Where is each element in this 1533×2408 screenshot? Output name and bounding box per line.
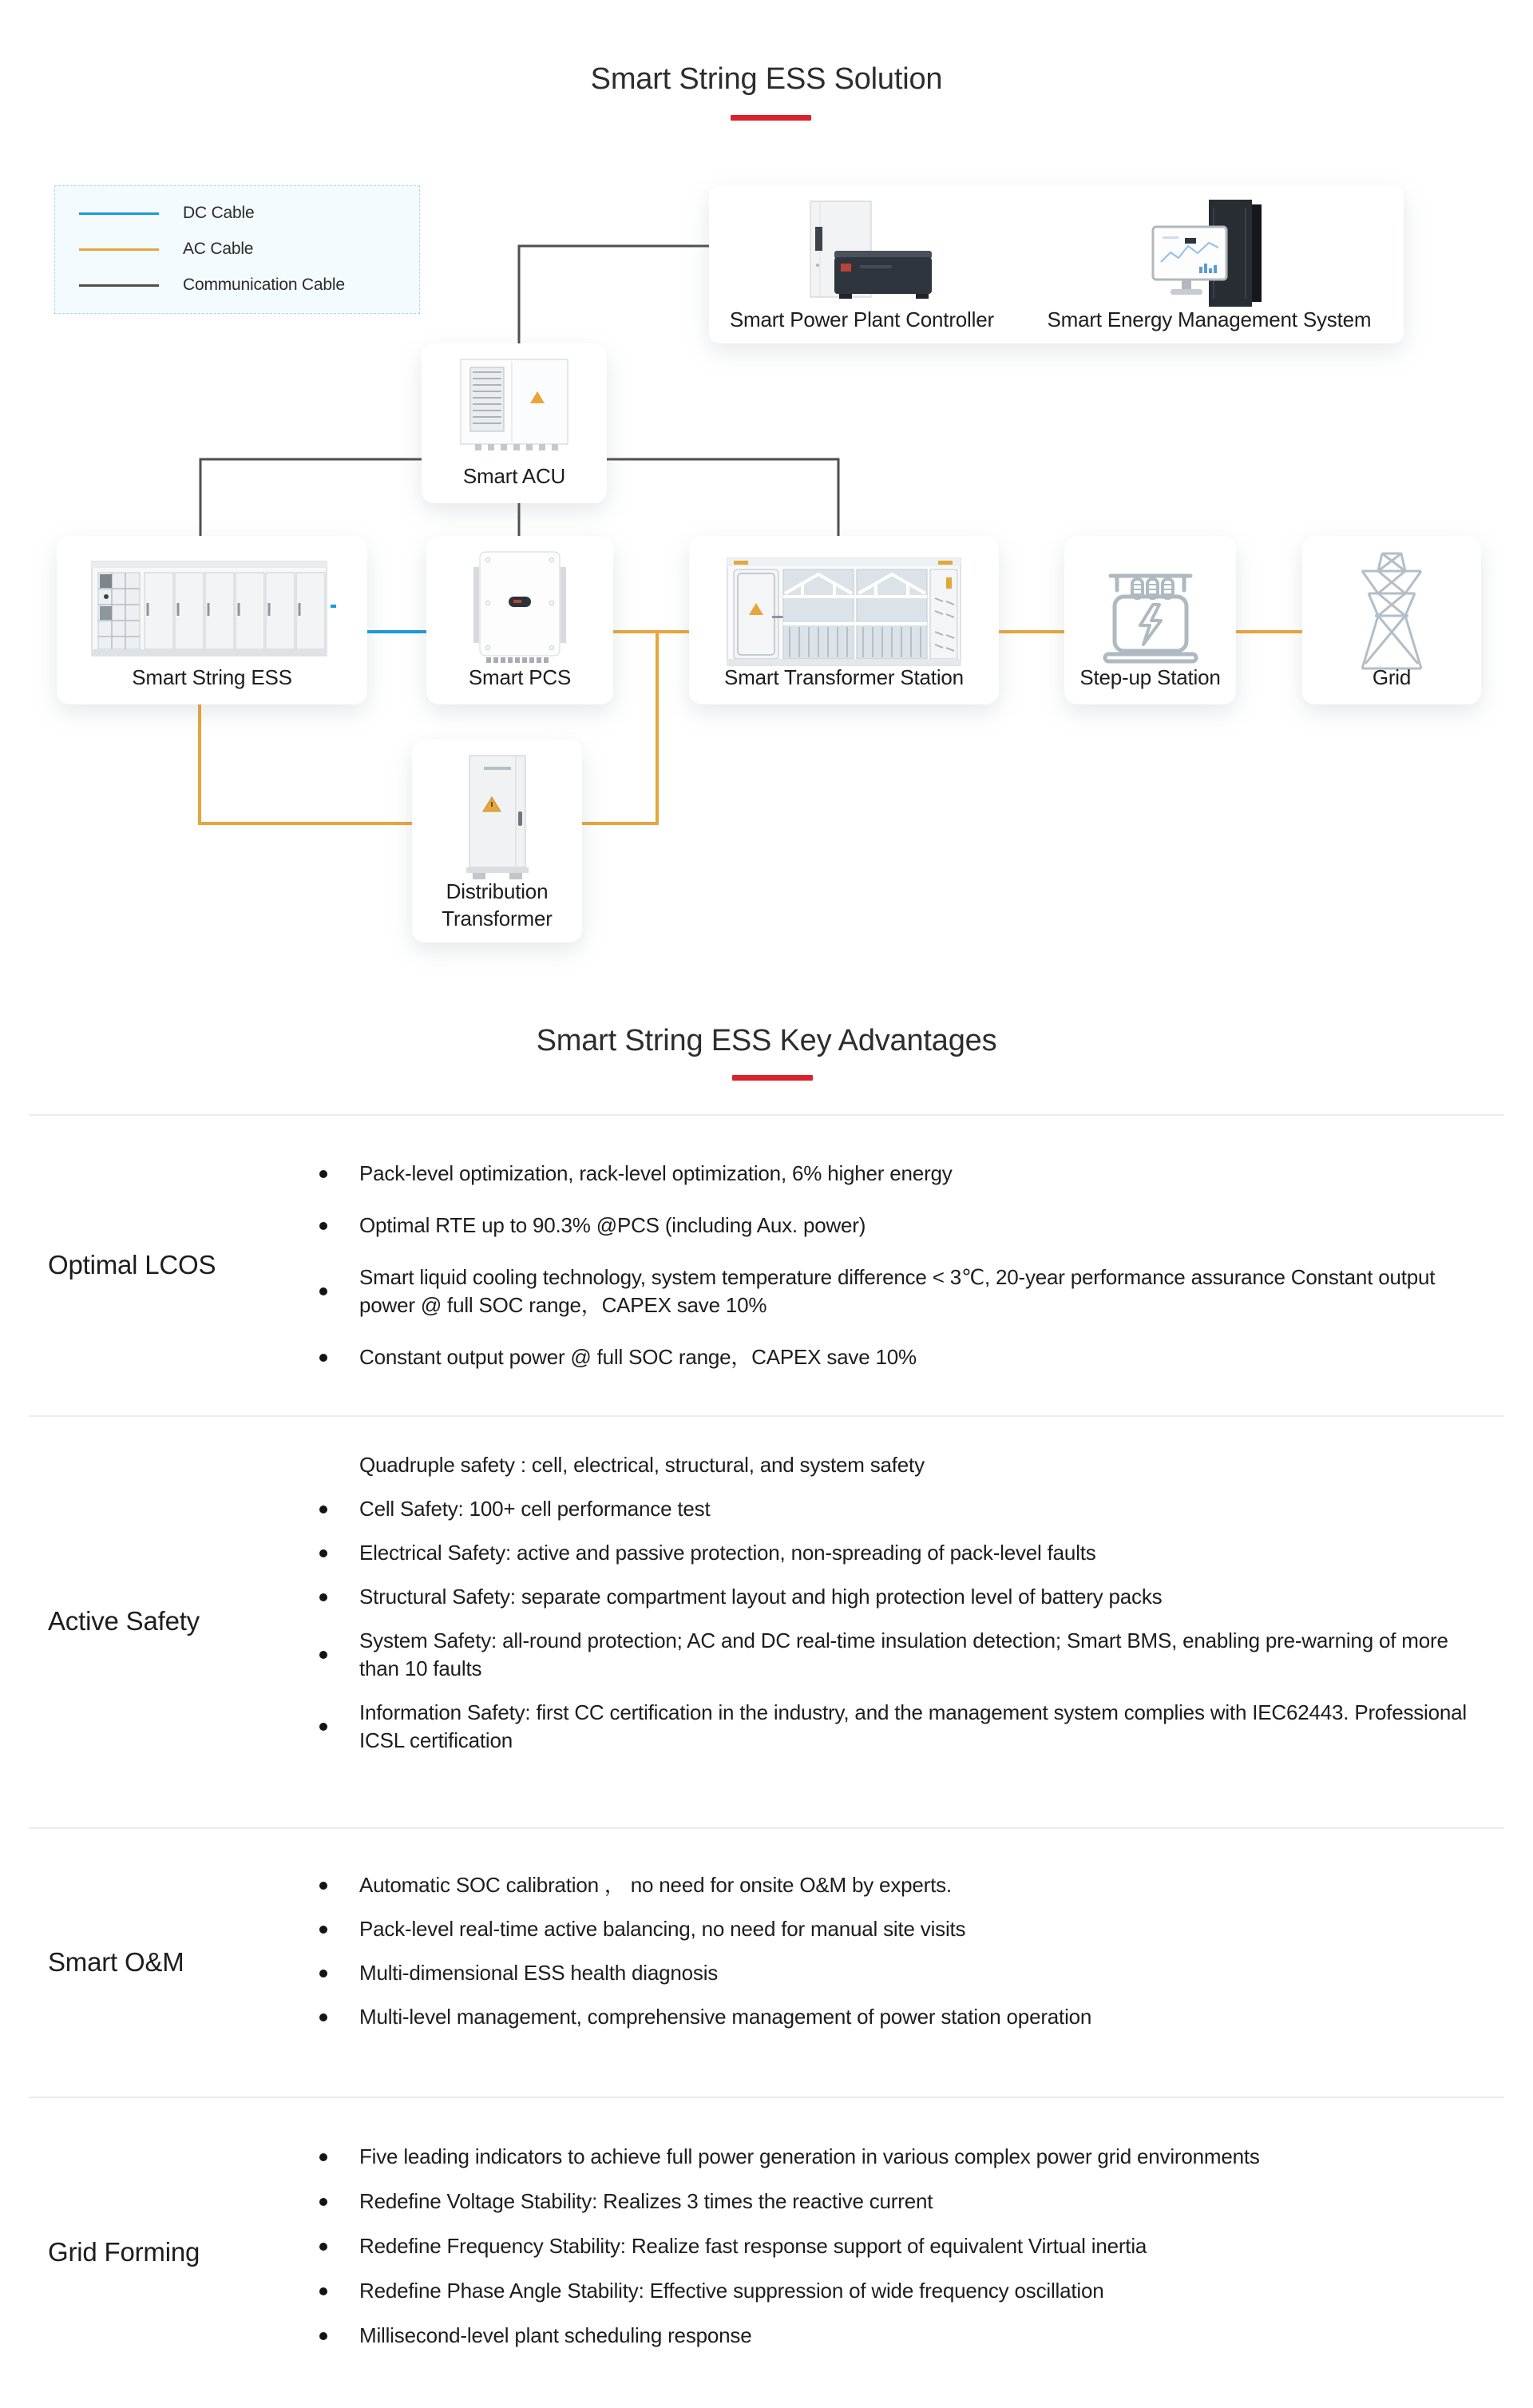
bullet-item: Optimal RTE up to 90.3% @PCS (including Aux. power) bbox=[359, 1212, 1476, 1240]
bullet-item: Multi-level management, comprehensive management of power station operation bbox=[359, 2003, 1476, 2031]
ess-label: Smart String ESS bbox=[132, 665, 292, 689]
section-label: Smart O&M bbox=[48, 1946, 184, 1977]
section-label: Grid Forming bbox=[48, 2237, 200, 2267]
distribution-transformer-image bbox=[454, 751, 541, 880]
section-active-safety bbox=[29, 1415, 1504, 1827]
section-label: Optimal LCOS bbox=[48, 1249, 216, 1279]
connection-lines bbox=[0, 0, 1533, 958]
section-label: Active Safety bbox=[48, 1606, 200, 1636]
bullet-item: Electrical Safety: active and passive protection, non-spreading of pack-level faults bbox=[359, 1539, 1476, 1567]
ess-container-image bbox=[89, 553, 336, 665]
legend-label: AC Cable bbox=[183, 240, 254, 258]
card-smart-transformer-station bbox=[689, 536, 999, 704]
card-distribution-transformer bbox=[412, 740, 582, 942]
grid-tower-icon bbox=[1340, 547, 1444, 675]
bullet-item: Multi-dimensional ESS health diagnosis bbox=[359, 1959, 1476, 1987]
step-up-station-icon bbox=[1091, 550, 1210, 670]
smart-acu-image bbox=[454, 355, 574, 454]
controller-cell bbox=[709, 185, 1015, 343]
ac-cable-ess-to-distribution bbox=[200, 704, 412, 823]
comm-cable-acu-to-controller bbox=[519, 246, 709, 343]
bullet-list bbox=[359, 2143, 1476, 2366]
section-grid-forming bbox=[29, 2097, 1504, 2408]
section-intro: Quadruple safety : cell, electrical, structural, and system safety bbox=[359, 1453, 925, 1477]
bullet-item: Redefine Voltage Stability: Realizes 3 times the reactive current bbox=[359, 2188, 1476, 2216]
bullet-item: Five leading indicators to achieve full power generation in various complex power grid environments bbox=[359, 2143, 1476, 2171]
distribution-label-line2: Transformer bbox=[442, 906, 553, 930]
page-title: Smart String ESS Solution bbox=[590, 62, 943, 96]
bullet-item: Information Safety: first CC certification in the industry, and the management system complies with IEC62443. Professional ICSL certification bbox=[359, 1699, 1476, 1755]
bullet-item: Cell Safety: 100+ cell performance test bbox=[359, 1495, 1476, 1523]
card-smart-pcs bbox=[426, 536, 613, 704]
management-systems-box bbox=[709, 185, 1404, 343]
bullet-item: Smart liquid cooling technology, system temperature difference < 3℃, 20-year performance assurance Constant output power @ full SOC range，CAPEX save 10% bbox=[359, 1264, 1476, 1319]
pcs-inverter-image bbox=[472, 547, 568, 667]
section-smart-om bbox=[29, 1827, 1504, 2097]
legend-label: Communication Cable bbox=[183, 276, 345, 294]
section-optimal-lcos bbox=[29, 1114, 1504, 1415]
power-plant-controller-image bbox=[782, 196, 941, 316]
card-grid bbox=[1302, 536, 1481, 704]
comm-cable-acu-to-transformer-station bbox=[607, 459, 838, 536]
bullet-item: Millisecond-level plant scheduling response bbox=[359, 2322, 1476, 2350]
transformer-station-label: Smart Transformer Station bbox=[724, 665, 964, 689]
pcs-label: Smart PCS bbox=[468, 665, 572, 689]
bullet-list bbox=[359, 1451, 1476, 1771]
card-step-up-station bbox=[1064, 536, 1236, 704]
bullet-item: Redefine Frequency Stability: Realize fast response support of equivalent Virtual inertia bbox=[359, 2232, 1476, 2260]
grid-label: Grid bbox=[1372, 665, 1412, 689]
ems-label: Smart Energy Management System bbox=[1047, 307, 1372, 331]
acu-label: Smart ACU bbox=[462, 464, 566, 488]
bullet-item: Pack-level real-time active balancing, no need for manual site visits bbox=[359, 1915, 1476, 1943]
step-up-label: Step-up Station bbox=[1079, 665, 1221, 689]
bullet-item: System Safety: all-round protection; AC and DC real-time insulation detection; Smart BMS, enabling pre-warning of more than 10 faults bbox=[359, 1627, 1476, 1683]
bullet-list bbox=[359, 1871, 1476, 2047]
controller-label: Smart Power Plant Controller bbox=[729, 307, 994, 331]
ems-cell bbox=[1015, 185, 1404, 343]
comm-cable-acu-to-ess bbox=[200, 459, 422, 536]
advantages-title: Smart String ESS Key Advantages bbox=[536, 1024, 997, 1057]
legend-label: DC Cable bbox=[183, 204, 255, 222]
bullet-item: Pack-level optimization, rack-level optimization, 6% higher energy bbox=[359, 1160, 1476, 1188]
transformer-station-image bbox=[724, 552, 964, 672]
card-smart-string-ess bbox=[57, 536, 367, 704]
bullet-item: Structural Safety: separate compartment layout and high protection level of battery packs bbox=[359, 1583, 1476, 1611]
bullet-item: Constant output power @ full SOC range，CAPEX save 10% bbox=[359, 1343, 1476, 1371]
bullet-item: Redefine Phase Angle Stability: Effective suppression of wide frequency oscillation bbox=[359, 2277, 1476, 2305]
bullet-list bbox=[359, 1160, 1476, 1395]
distribution-label-line1: Distribution bbox=[446, 879, 549, 903]
bullet-item: Automatic SOC calibration ， no need for onsite O&M by experts. bbox=[359, 1871, 1476, 1899]
advantages-title-underline bbox=[732, 1075, 813, 1081]
card-smart-acu bbox=[422, 343, 607, 503]
energy-management-system-image bbox=[1129, 196, 1289, 316]
